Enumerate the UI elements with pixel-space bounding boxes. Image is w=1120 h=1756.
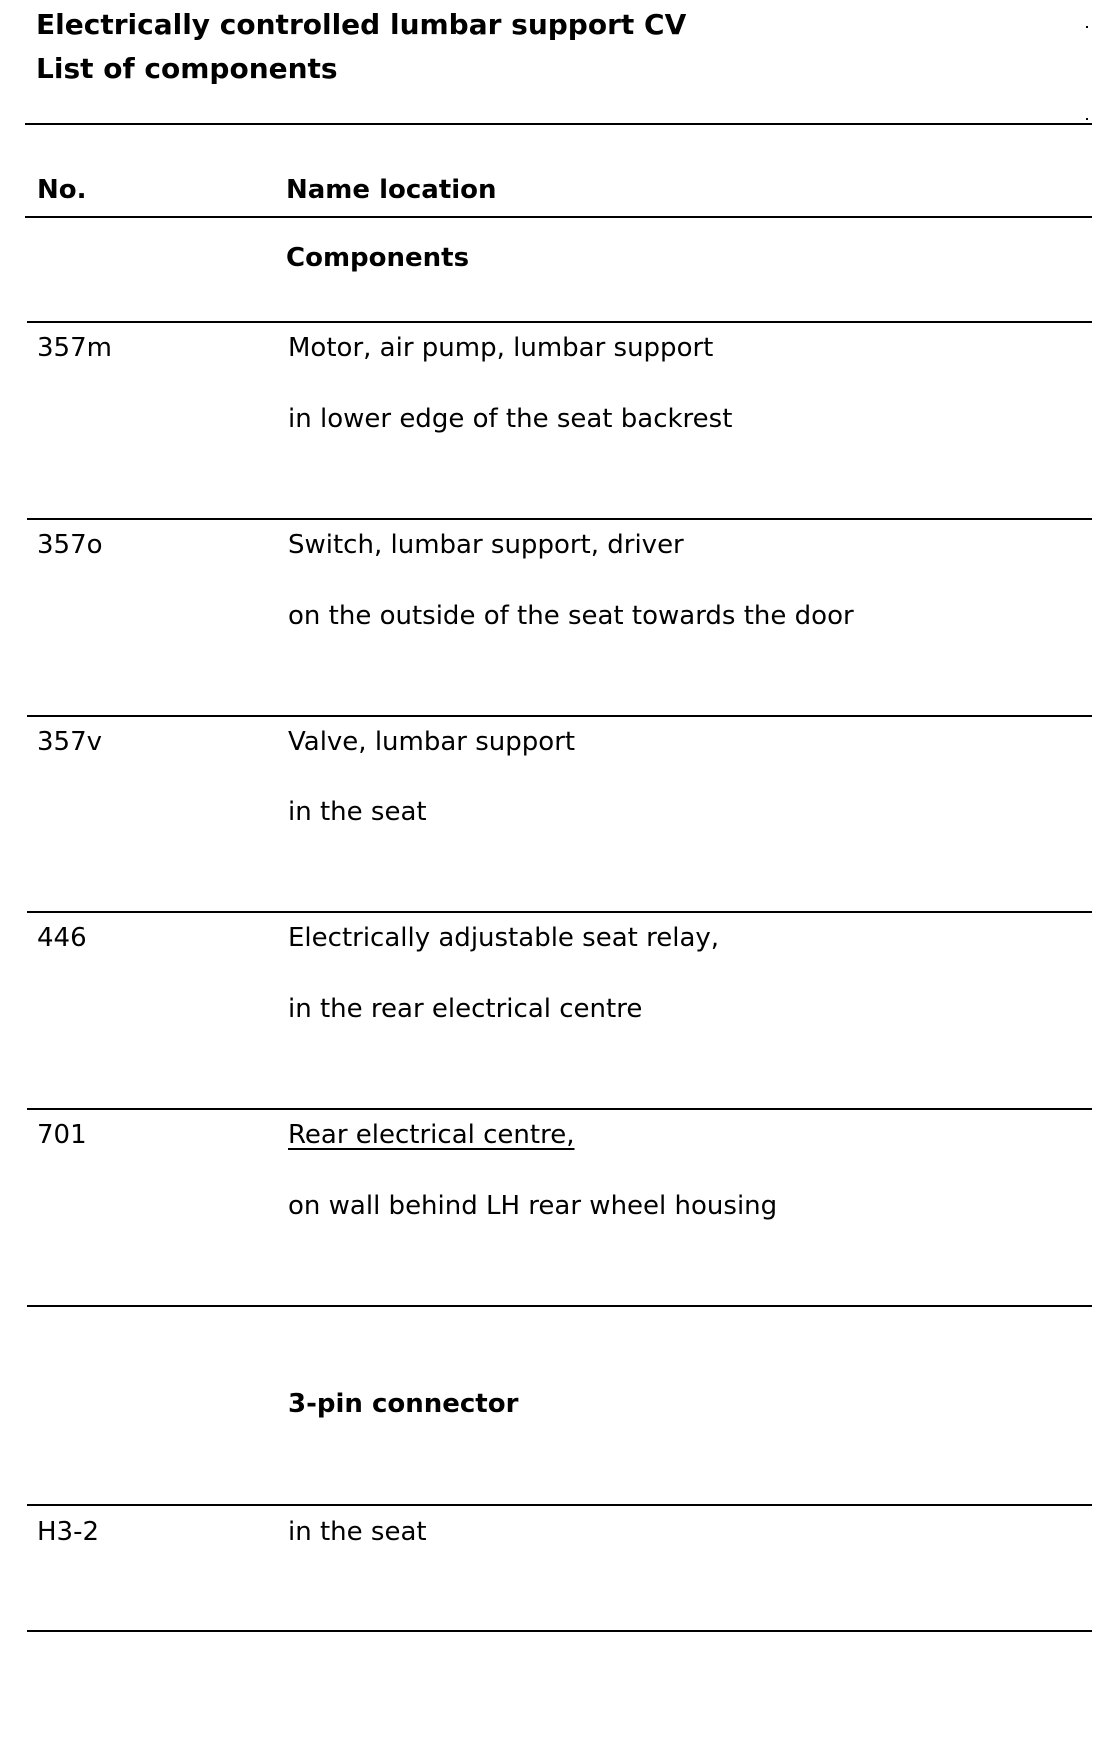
row-divider [27, 715, 1092, 717]
document-title: Electrically controlled lumbar support CV [36, 8, 687, 41]
component-location: on the outside of the seat towards the door [288, 601, 854, 631]
component-location: in the seat [288, 797, 427, 827]
row-divider [27, 518, 1092, 520]
component-location: in lower edge of the seat backrest [288, 404, 733, 434]
component-name: Valve, lumbar support [288, 727, 576, 757]
document-subtitle: List of components [36, 52, 338, 85]
column-header-no: No. [37, 175, 87, 205]
component-number: 357o [37, 530, 103, 560]
row-divider [27, 1504, 1092, 1506]
component-location: in the rear electrical centre [288, 994, 643, 1024]
connector-number: H3-2 [37, 1517, 100, 1547]
table-bottom-divider [27, 1630, 1092, 1632]
component-number: 357m [37, 333, 112, 363]
section-heading-connector: 3-pin connector [288, 1389, 519, 1419]
component-number: 701 [37, 1120, 87, 1150]
corner-mark [1086, 118, 1088, 120]
corner-mark [1086, 26, 1088, 28]
component-name: Switch, lumbar support, driver [288, 530, 684, 560]
component-name: Electrically adjustable seat relay, [288, 923, 720, 953]
connector-location: in the seat [288, 1517, 427, 1547]
component-number: 357v [37, 727, 103, 757]
row-divider [27, 1305, 1092, 1307]
row-divider [27, 911, 1092, 913]
column-header-name-location: Name location [286, 175, 497, 205]
component-location: on wall behind LH rear wheel housing [288, 1191, 778, 1221]
column-header-divider [25, 216, 1092, 218]
header-divider [25, 123, 1092, 125]
row-divider [27, 321, 1092, 323]
component-name: Motor, air pump, lumbar support [288, 333, 714, 363]
row-divider [27, 1108, 1092, 1110]
component-number: 446 [37, 923, 87, 953]
section-heading-components: Components [286, 243, 470, 273]
component-name-link: Rear electrical centre, [288, 1120, 575, 1150]
